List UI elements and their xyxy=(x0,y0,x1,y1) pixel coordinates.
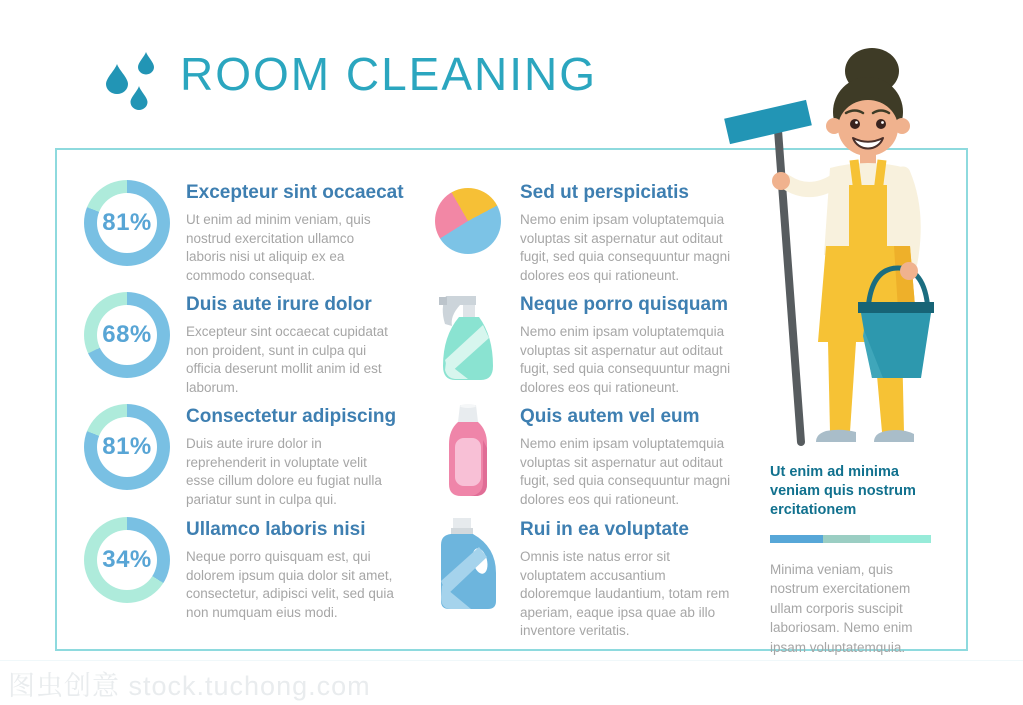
hand-on-bucket xyxy=(900,262,918,280)
stat-percentage: 34% xyxy=(102,546,152,573)
page-title: ROOM CLEANING xyxy=(180,48,598,100)
stat-heading: Excepteur sint occaecat xyxy=(186,182,404,203)
shoe xyxy=(874,430,914,442)
stat-body: Duis aute irure dolor in reprehenderit in voluptate velit esse cillum dolore eu fugiat nulla pariatur sunt in culpa qui. xyxy=(186,435,382,507)
feature-heading: Quis autem vel eum xyxy=(520,406,700,427)
detergent-jug-icon xyxy=(437,517,499,611)
progress-bar xyxy=(770,535,931,543)
feature-row xyxy=(428,180,730,285)
cleaning-woman-illustration xyxy=(722,40,974,460)
donut-hole xyxy=(97,193,157,253)
stat-row xyxy=(84,292,404,397)
stat-heading: Duis aute irure dolor xyxy=(186,294,372,315)
spray-bottle-icon xyxy=(438,292,498,384)
side-panel xyxy=(770,463,938,657)
feature-body: Nemo enim ipsam voluptatemquia voluptas sit aspernatur aut oditaut fugit, sed quia consequuntur magni dolores eos qui rationeunt. xyxy=(520,211,731,283)
side-panel-body: Minima veniam, quis nostrum exercitationem ullam corporis suscipit laboriosam. Nemo enim ipsam voluptatemquia. xyxy=(770,561,913,655)
feature-heading: Sed ut perspiciatis xyxy=(520,182,689,203)
stat-row xyxy=(84,517,404,622)
donut-hole xyxy=(97,305,157,365)
stat-body: Excepteur sint occaecat cupidatat non proident, sunt in culpa qui officia deserunt mollit anim id est laborum. xyxy=(186,323,388,395)
cosmetic-bottle-icon xyxy=(443,404,493,498)
stat-percentage: 81% xyxy=(102,433,152,460)
donut-hole xyxy=(97,530,157,590)
stat-row xyxy=(84,180,404,285)
donut-chart-81 xyxy=(84,180,170,266)
hand-on-mop xyxy=(772,172,790,190)
stat-row xyxy=(84,404,404,509)
footer-divider xyxy=(0,660,1023,661)
stat-heading: Consectetur adipiscing xyxy=(186,406,397,427)
donut-chart-68 xyxy=(84,292,170,378)
feature-body: Nemo enim ipsam voluptatemquia voluptas sit aspernatur aut oditaut fugit, sed quia consequuntur magni dolores eos qui rationeunt. xyxy=(520,435,731,507)
donut-chart-34 xyxy=(84,517,170,603)
watermark: 图虫创意 stock.tuchong.com xyxy=(8,671,371,701)
stat-percentage: 68% xyxy=(102,321,152,348)
feature-body: Nemo enim ipsam voluptatemquia voluptas sit aspernatur aut oditaut fugit, sed quia consequuntur magni dolores eos qui rationeunt. xyxy=(520,323,731,395)
mop xyxy=(724,100,812,442)
stat-percentage: 81% xyxy=(102,209,152,236)
feature-row xyxy=(428,404,730,509)
feature-body: Omnis iste natus error sit voluptatem accusantium doloremque laudantium, totam rem aperiam, eaque ipsa quae ab illo inventore veritatis. xyxy=(520,548,730,639)
shoe xyxy=(816,430,856,442)
stat-body: Neque porro quisquam est, qui dolorem ipsum quia dolor sit amet, consectetur, adipisci velit, sed quia non numquam eius modi. xyxy=(186,548,394,620)
side-panel-heading: Ut enim ad minima veniam quis nostrum ercitationem xyxy=(770,464,916,518)
feature-heading: Neque porro quisquam xyxy=(520,294,728,315)
feature-row xyxy=(428,292,730,397)
feature-heading: Rui in ea voluptate xyxy=(520,519,689,540)
stat-heading: Ullamco laboris nisi xyxy=(186,519,366,540)
feature-row xyxy=(428,517,730,641)
stat-body: Ut enim ad minim veniam, quis nostrud exercitation ullamco laboris nisi ut aliquip ex ea commodo consequat. xyxy=(186,211,371,283)
donut-hole xyxy=(97,417,157,477)
pie-chart-icon xyxy=(435,188,501,254)
donut-chart-81b xyxy=(84,404,170,490)
water-drops-icon xyxy=(106,52,162,116)
